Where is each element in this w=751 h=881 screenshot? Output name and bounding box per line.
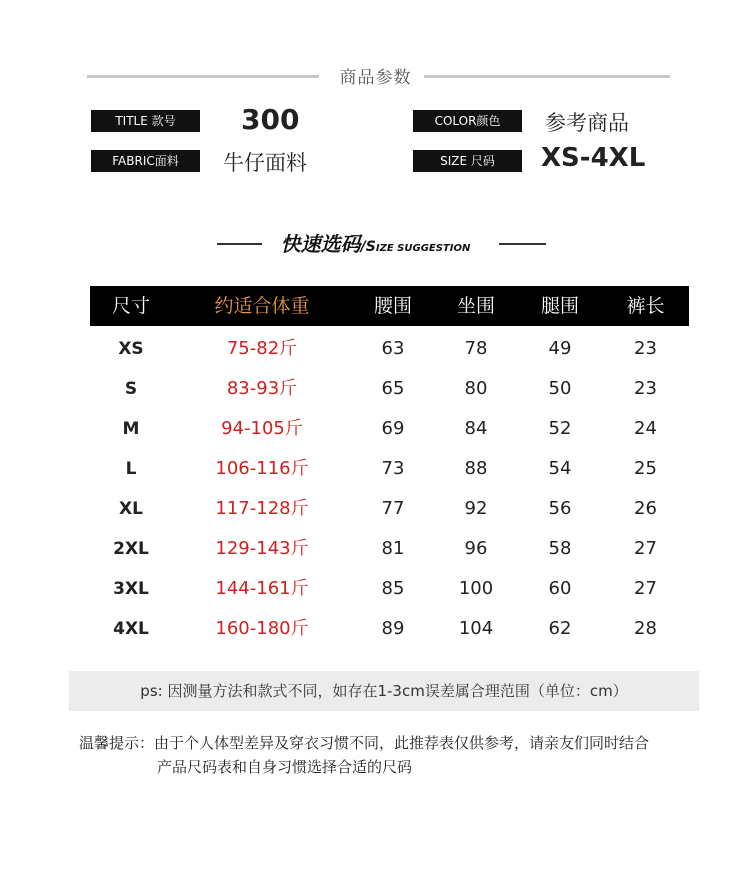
cell-hip: 78: [464, 338, 488, 359]
suggestion-title-slash: /: [360, 239, 366, 255]
cell-hip: 96: [464, 538, 488, 559]
cell-size: 3XL: [113, 579, 149, 599]
cell-waist: 69: [381, 418, 405, 439]
table-row: [90, 609, 689, 649]
table-row: [90, 409, 689, 449]
suggestion-divider-right: [499, 243, 546, 245]
cell-weight: 75-82斤: [226, 338, 298, 359]
fabric-label: FABRIC面料: [91, 150, 200, 172]
cell-thigh: 58: [548, 538, 572, 559]
title-label: TITLE 款号: [91, 110, 200, 132]
header-weight: 约适合体重: [214, 295, 310, 317]
suggestion-title-en-rest: IZE SUGGESTION: [375, 243, 471, 254]
cell-length: 25: [634, 458, 657, 479]
size-value: XS-4XL: [541, 143, 646, 173]
cell-waist: 73: [381, 458, 405, 479]
size-table-header: [90, 286, 689, 326]
table-row: [90, 369, 689, 409]
cell-waist: 81: [381, 538, 405, 559]
cell-weight: 129-143斤: [215, 538, 309, 559]
cell-length: 26: [634, 498, 657, 519]
header-size: 尺寸: [111, 295, 150, 317]
cell-weight: 144-161斤: [215, 578, 309, 599]
cell-thigh: 56: [548, 498, 572, 519]
size-label: SIZE 尺码: [413, 150, 522, 172]
cell-size: S: [124, 379, 138, 399]
cell-thigh: 60: [548, 578, 572, 599]
section-title: 商品参数: [339, 68, 412, 88]
cell-length: 27: [634, 578, 657, 599]
tip-line-2: 产品尺码表和自身习惯选择合适的尺码: [157, 758, 413, 776]
fabric-value: 牛仔面料: [223, 151, 307, 175]
cell-size: XS: [118, 339, 144, 359]
cell-hip: 92: [464, 498, 488, 519]
suggestion-title-en-initial: S: [365, 239, 376, 255]
size-suggestion-title: [0, 228, 751, 257]
cell-size: XL: [119, 499, 143, 519]
cell-hip: 100: [458, 578, 494, 599]
cell-waist: 77: [381, 498, 405, 519]
cell-hip: 88: [464, 458, 488, 479]
cell-size: M: [122, 419, 140, 439]
table-row: [90, 329, 689, 369]
cell-hip: 84: [464, 418, 488, 439]
cell-length: 24: [634, 418, 657, 439]
cell-waist: 89: [381, 618, 405, 639]
tip-line-1: 温馨提示：由于个人体型差异及穿衣习惯不同，此推荐表仅供参考，请亲友们同时结合: [79, 734, 650, 752]
header-waist: 腰围: [373, 295, 412, 317]
cell-size: 4XL: [113, 619, 149, 639]
cell-hip: 80: [464, 378, 488, 399]
cell-waist: 85: [381, 578, 405, 599]
cell-size: 2XL: [113, 539, 149, 559]
header-hip: 坐围: [456, 295, 495, 317]
cell-length: 28: [634, 618, 657, 639]
ps-note: ps: 因测量方法和款式不同，如存在1-3cm误差属合理范围（单位：cm）: [69, 671, 699, 711]
cell-size: L: [125, 459, 137, 479]
cell-length: 27: [634, 538, 657, 559]
suggestion-title-cn: 快速选码: [280, 232, 361, 256]
table-row: [90, 449, 689, 489]
color-value: 参考商品: [545, 111, 629, 135]
table-row: [90, 569, 689, 609]
cell-thigh: 50: [548, 378, 572, 399]
cell-thigh: 62: [548, 618, 572, 639]
cell-waist: 65: [381, 378, 405, 399]
cell-weight: 94-105斤: [221, 418, 303, 439]
header-thigh: 腿围: [540, 295, 579, 317]
cell-weight: 106-116斤: [215, 458, 309, 479]
header-length: 裤长: [626, 295, 665, 317]
cell-hip: 104: [458, 618, 494, 639]
section-divider-right: [424, 75, 670, 78]
cell-length: 23: [634, 378, 657, 399]
color-label: COLOR颜色: [413, 110, 522, 132]
cell-weight: 160-180斤: [215, 618, 309, 639]
cell-weight: 117-128斤: [215, 498, 309, 519]
title-value: 300: [241, 103, 300, 136]
table-row: [90, 529, 689, 569]
table-row: [90, 489, 689, 529]
cell-waist: 63: [381, 338, 405, 359]
cell-thigh: 52: [548, 418, 572, 439]
cell-thigh: 49: [548, 338, 572, 359]
cell-thigh: 54: [548, 458, 572, 479]
cell-weight: 83-93斤: [226, 378, 298, 399]
cell-length: 23: [634, 338, 657, 359]
